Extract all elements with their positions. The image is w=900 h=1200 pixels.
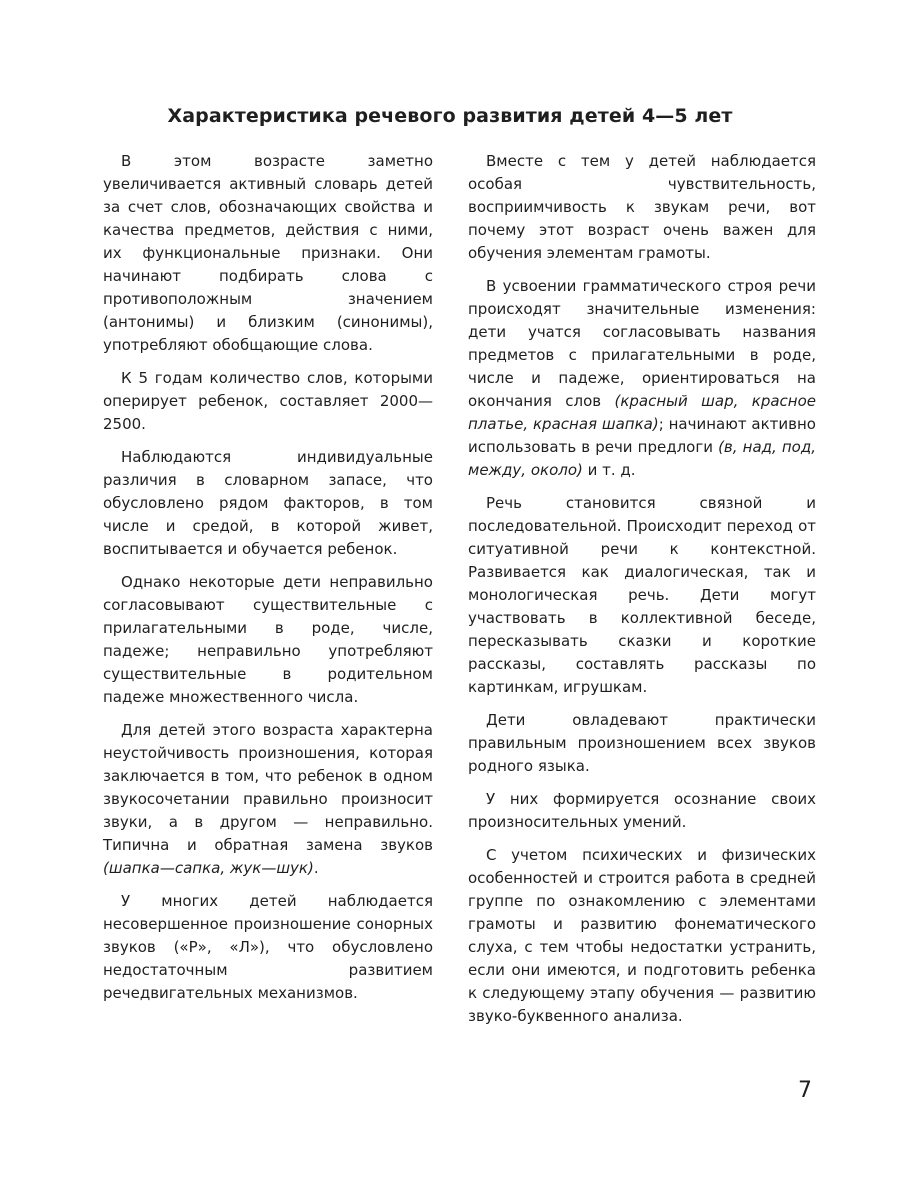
paragraph: С учетом психических и физических особенностей и строится работа в средней группе по ознакомлению с элементами грамоты и развитию фонематического слуха, с тем чтобы недостатки устранить, если они имеются, и подготовить ребенка к следующему этапу обучения — развитию звуко-буквенного анализа. (468, 846, 816, 1025)
paragraph: Речь становится связной и последовательной. Происходит переход от ситуативной речи к контекстной. Развивается как диалогическая, так и монологическая речь. Дети могут участвовать в коллективной беседе, пересказывать сказки и короткие рассказы, составлять рассказы по картинкам, игрушкам. (468, 494, 816, 696)
italic-example: (шапка—сапка, жук—шук) (103, 859, 314, 877)
paragraph: К 5 годам количество слов, которыми оперирует ребенок, составляет 2000—2500. (103, 369, 433, 433)
paragraph: В усвоении грамматического строя речи происходят значительные изменения: дети учатся согласовывать названия предметов с прилагательными в роде, числе и падеже, ориентироваться на окончания слов (красный шар, красное платье, красная шапка); начинают активно использовать в речи предлоги (в, над, под, между, около) и т. д. (468, 277, 816, 479)
italic-example: (в, над, под, между, около) (468, 438, 816, 479)
italic-example: (красный шар, красное платье, красная шапка) (468, 392, 816, 433)
paragraph: В этом возрасте заметно увеличивается активный словарь детей за счет слов, обозначающих свойства и качества предметов, действия с ними, их функциональные признаки. Они начинают подбирать слова с противоположным значением (антонимы) и близким (синонимы), употребляют обобщающие слова. (103, 152, 433, 354)
paragraph: Однако некоторые дети неправильно согласовывают существительные с прилагательными в роде, числе, падеже; неправильно употребляют существительные в родительном падеже множественного числа. (103, 573, 433, 706)
paragraph: Вместе с тем у детей наблюдается особая чувствительность, восприимчивость к звукам речи, вот почему этот возраст очень важен для обучения элементам грамоты. (468, 152, 816, 262)
left-column (103, 150, 433, 1015)
right-column (468, 150, 816, 1038)
page-number: 7 (798, 1078, 812, 1103)
paragraph: Дети овладевают практически правильным произношением всех звуков родного языка. (468, 711, 816, 775)
paragraph: У них формируется осознание своих произносительных умений. (468, 790, 816, 831)
page-title: Характеристика речевого развития детей 4—5 лет (167, 105, 733, 127)
paragraph: Наблюдаются индивидуальные различия в словарном запасе, что обусловлено рядом факторов, в том числе и средой, в которой живет, воспитывается и обучается ребенок. (103, 448, 433, 558)
paragraph: Для детей этого возраста характерна неустойчивость произношения, которая заключается в том, что ребенок в одном звукосочетании правильно произносит звуки, а в другом — неправильно. Типична и обратная замена звуков (шапка—сапка, жук—шук). (103, 721, 433, 877)
paragraph: У многих детей наблюдается несовершенное произношение сонорных звуков («Р», «Л»), что обусловлено недостаточным развитием речедвигательных механизмов. (103, 892, 433, 1002)
